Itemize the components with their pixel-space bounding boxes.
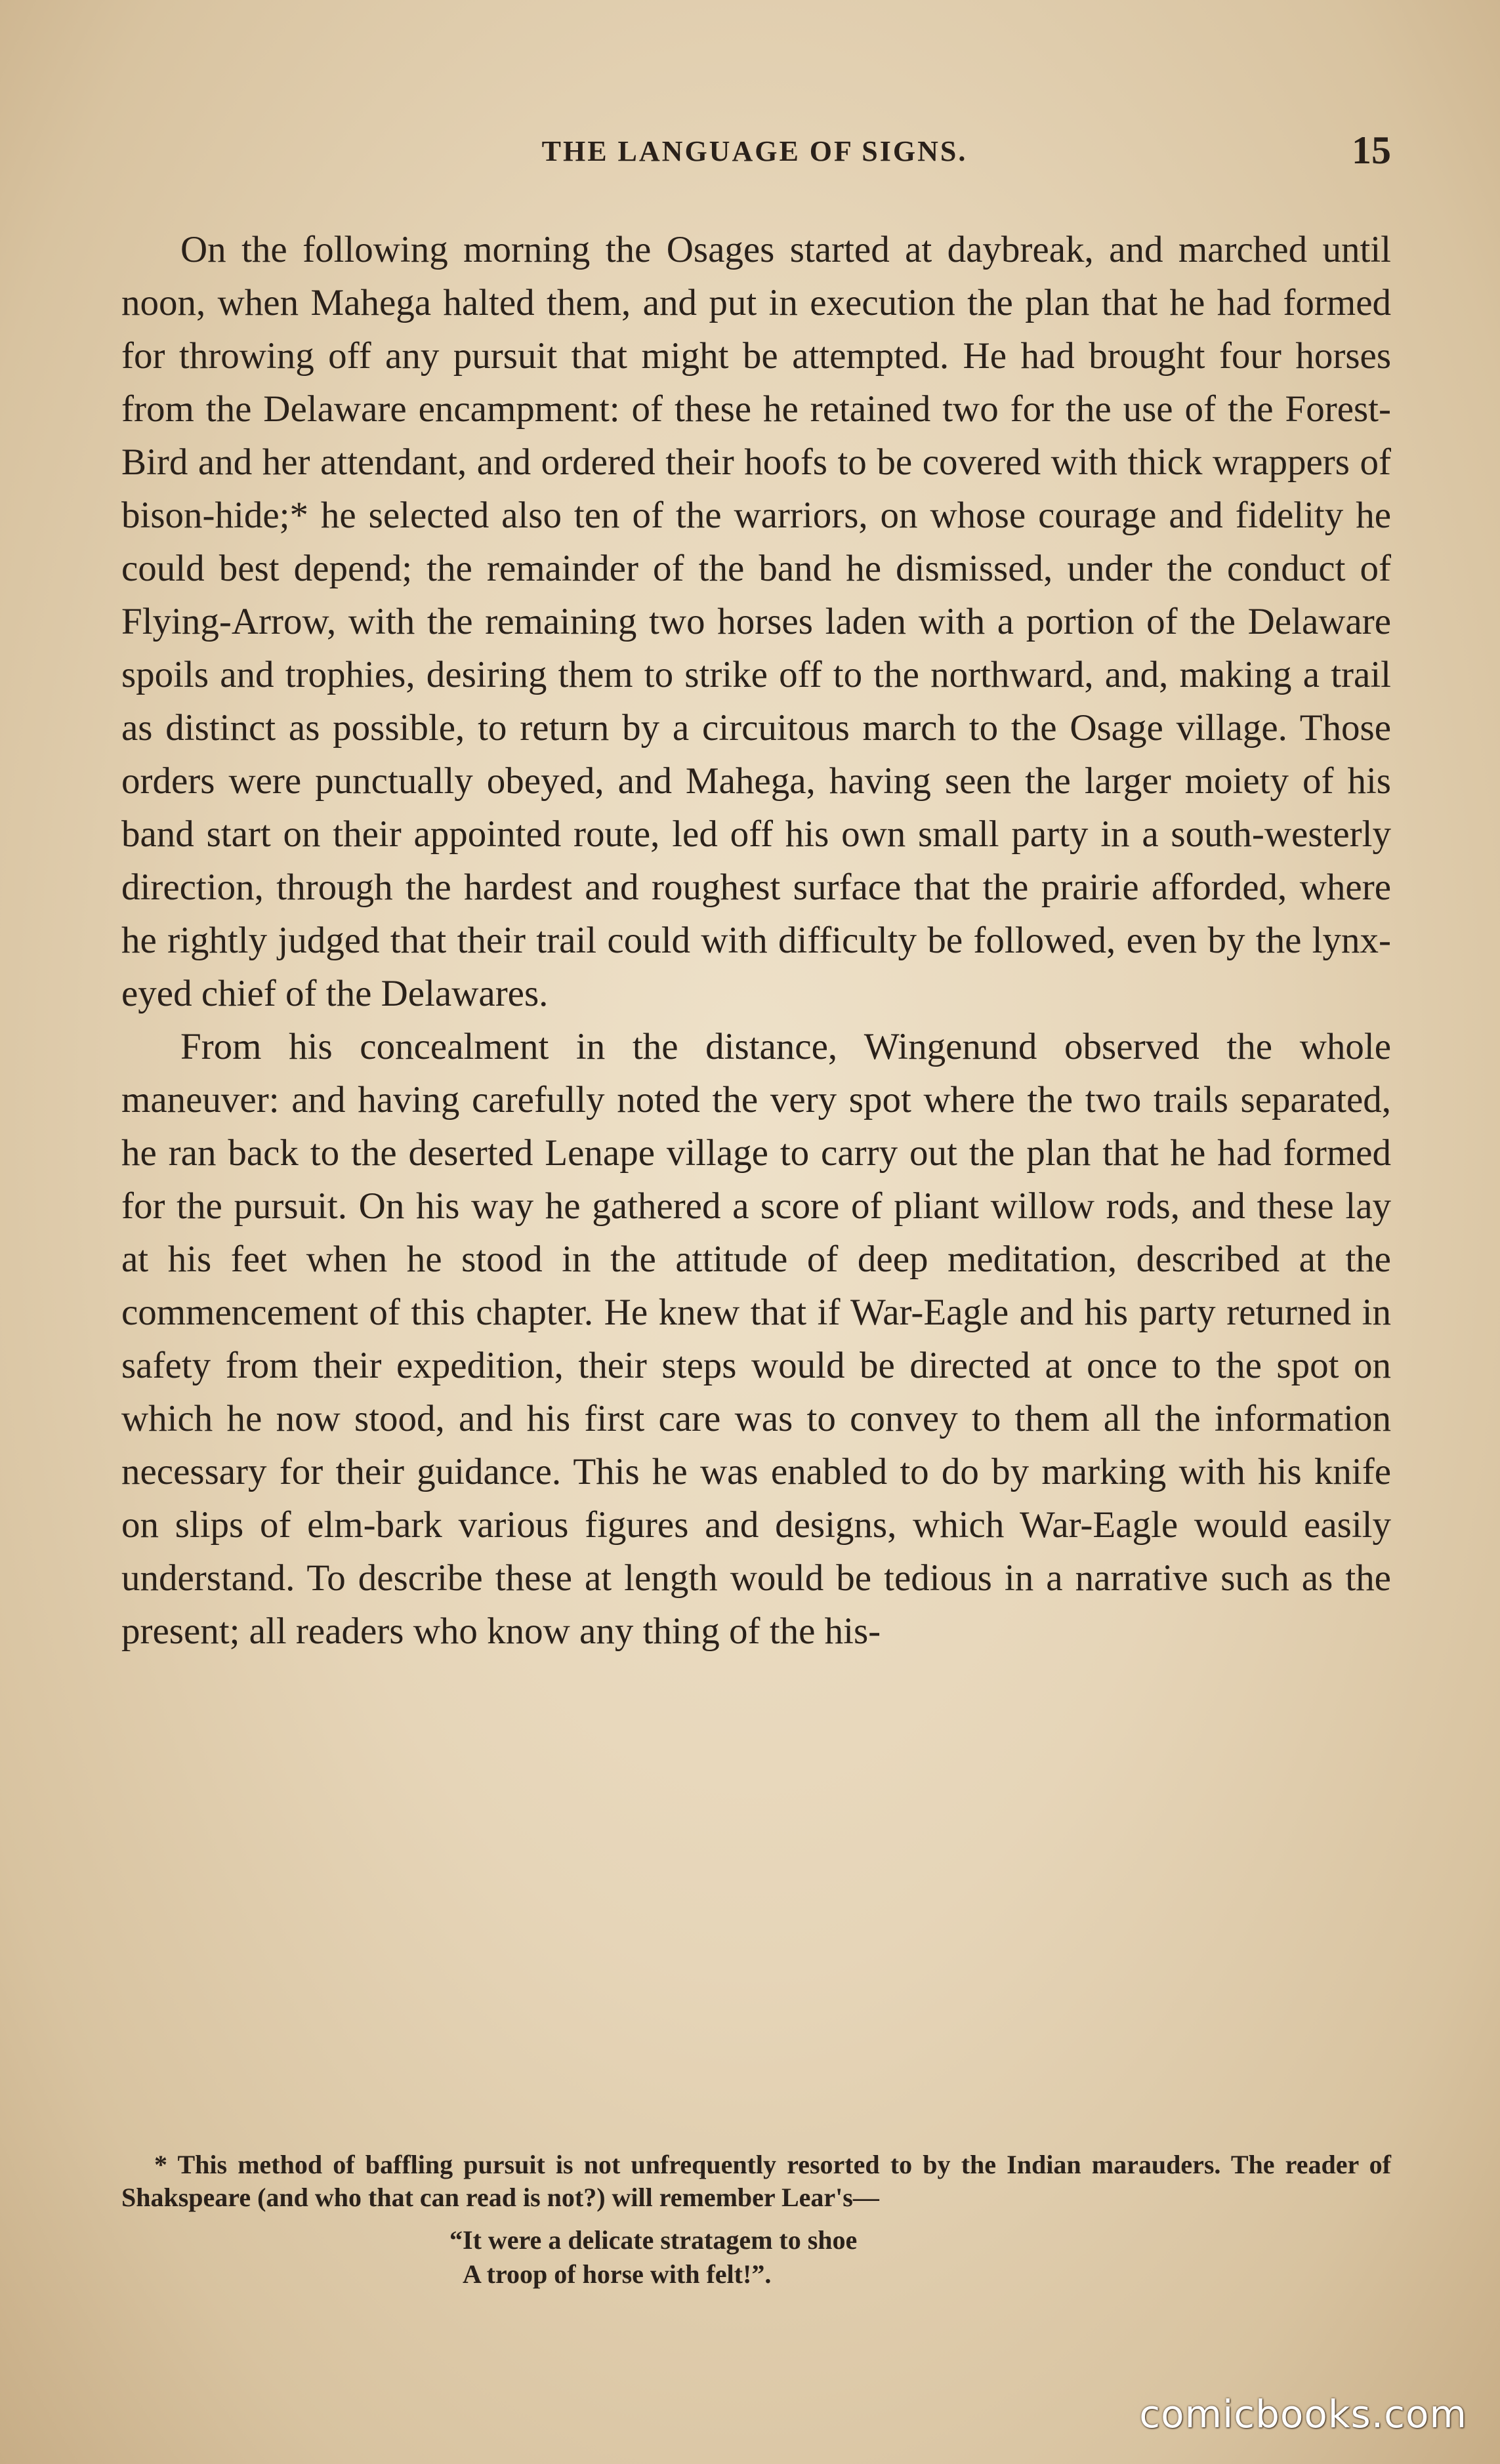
quote-line-1: “It were a delicate stratagem to shoe — [449, 2225, 858, 2255]
paragraph-1: On the following morning the Osages started at daybreak, and marched until noon, when Mahega halted them, and put in execution the plan that he had formed for throwing off any pursuit that might be attempted. He had brought four horses from the Delaware encampment: of these he retained two for the use of the Forest-Bird and her attendant, and ordered their hoofs to be covered with thick wrappers of bison-hide;* he selected also ten of the warriors, on whose courage and fidelity he could best depend; the remainder of the band he dismissed, under the conduct of Flying-Arrow, with the remaining two horses laden with a portion of the Delaware spoils and trophies, desiring them to strike off to the northward, and, making a trail as distinct as possible, to return by a circuitous march to the Osage village. Those orders were punctually obeyed, and Mahega, having seen the larger moiety of his band start on their appointed route, led off his own small party in a south-westerly direction, through the hardest and roughest surface that the prairie afforded, where he rightly judged that their trail could with difficulty be followed, even by the lynx-eyed chief of the Delawares. — [121, 229, 1391, 1014]
page-header — [118, 128, 1391, 180]
footnote-quote — [449, 2223, 1391, 2291]
running-head: THE LANGUAGE OF SIGNS. — [541, 135, 968, 167]
footnote — [121, 2148, 1391, 2291]
quote-line-2: A troop of horse with felt!”. — [463, 2259, 772, 2289]
paragraph-2: From his concealment in the distance, Wingenund observed the whole maneuver: and having carefully noted the very spot where the two trails separated, he ran back to the deserted Lenape village to carry out the plan that he had formed for the pursuit. On his way he gathered a score of pliant willow rods, and these lay at his feet when he stood in the attitude of deep meditation, described at the commencement of this chapter. He knew that if War-Eagle and his party returned in safety from their expedition, their steps would be directed at once to the spot on which he now stood, and his first care was to convey to them all the information necessary for their guidance. This he was enabled to do by marking with his knife on slips of elm-bark various figures and designs, which War-Eagle would easily understand. To describe these at length would be tedious in a narrative such as the present; all readers who know any thing of the his- — [121, 1026, 1391, 1652]
page-number: 15 — [1352, 129, 1391, 172]
footnote-text: * This method of baffling pursuit is not unfrequently resorted to by the Indian marauders. The reader of Shakspeare (and who that can read is not?) will remember Lear's— — [121, 2150, 1391, 2212]
watermark: comicbooks.com — [1139, 2392, 1467, 2436]
body-text — [121, 223, 1391, 1658]
